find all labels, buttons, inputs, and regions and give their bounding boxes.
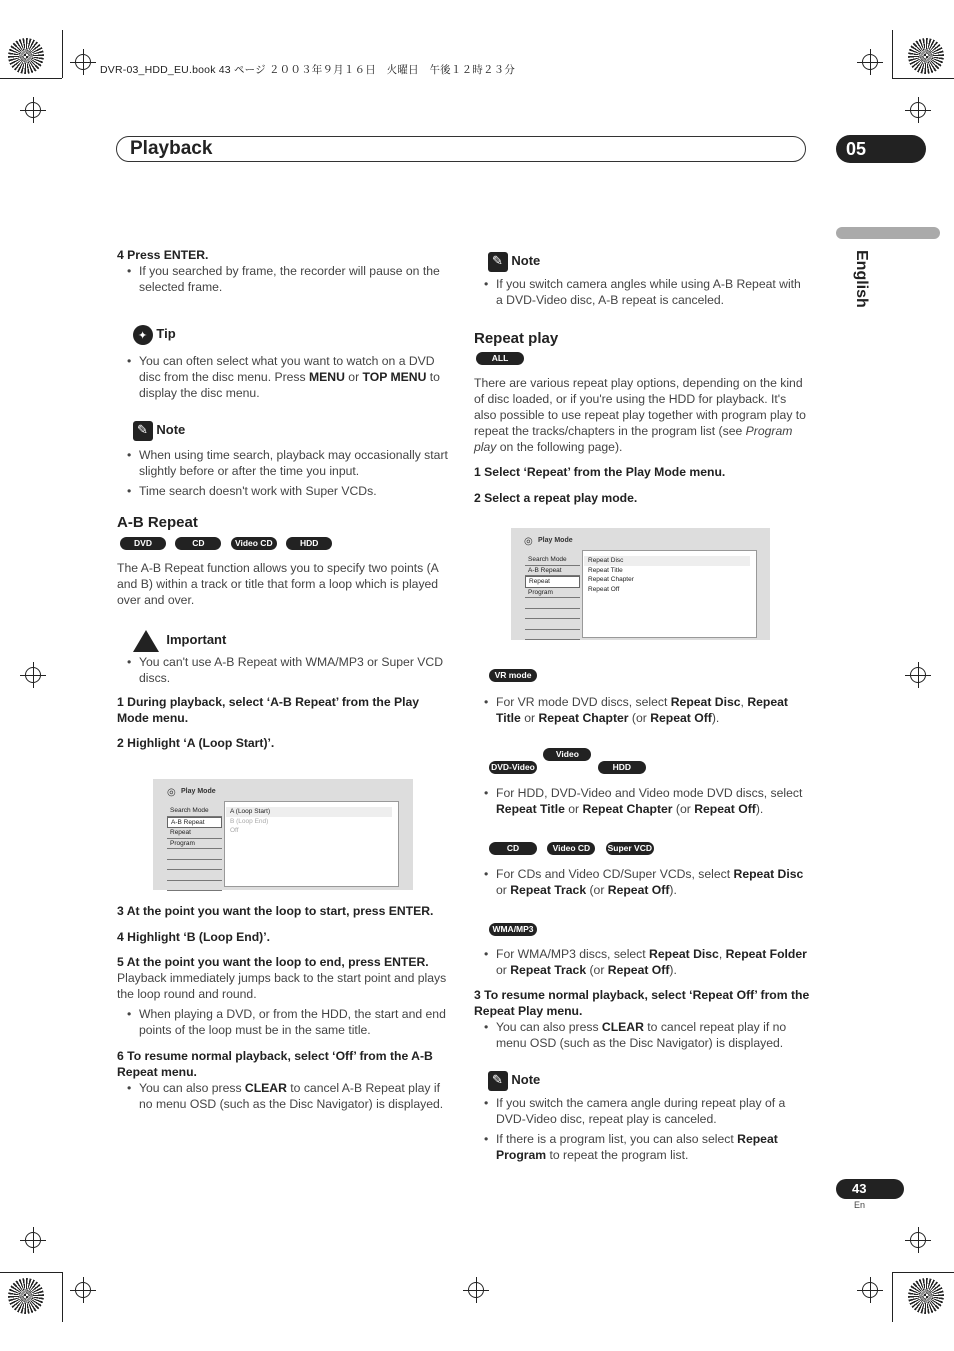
badge-video-mode: Video mode	[543, 748, 591, 761]
note-heading-row	[488, 252, 810, 272]
osd-option: B (Loop End)	[230, 817, 269, 825]
section-title-bar	[116, 136, 806, 162]
badge-hdd: HDD	[598, 761, 646, 774]
step-heading: 5 At the point you want the loop to end, press ENTER.	[117, 955, 429, 969]
bullet: • For HDD, DVD-Video and Video mode DVD discs, select Repeat Title or Repeat Chapter (or Repeat Off).	[474, 785, 810, 817]
osd-menu-item: Repeat	[167, 828, 222, 839]
section-title: Playback	[130, 138, 213, 159]
tip-icon	[133, 325, 153, 345]
osd-option: Off	[230, 827, 239, 834]
bullet: • For WMA/MP3 discs, select Repeat Disc, Repeat Folder or Repeat Track (or Repeat Off).	[474, 946, 810, 978]
note-icon	[488, 252, 508, 272]
step-heading: 2 Select a repeat play mode.	[474, 491, 638, 505]
play-mode-osd-repeat	[511, 528, 770, 640]
page-number: 43	[836, 1179, 904, 1199]
bullet: • For VR mode DVD discs, select Repeat Disc, Repeat Title or Repeat Chapter (or Repeat Off).	[474, 694, 810, 726]
osd-option: Repeat Off	[588, 585, 620, 593]
badge-wma-mp3: WMA/MP3	[489, 923, 537, 936]
note-heading: Note	[511, 1072, 541, 1088]
osd-menu-item: Repeat	[525, 576, 580, 588]
osd-menu-item: Program	[167, 839, 222, 850]
important-heading-row	[133, 630, 451, 652]
badge-all: ALL	[476, 352, 524, 365]
warning-icon	[133, 630, 159, 652]
bullet: • When playing a DVD, or from the HDD, the start and end points of the loop must be in the same title.	[117, 1006, 451, 1038]
page-language: En	[854, 1200, 866, 1210]
step-heading: 1 During playback, select ‘A-B Repeat’ from the Play Mode menu.	[117, 695, 420, 725]
important-heading: Important	[166, 632, 227, 648]
register-wheel-icon	[908, 1278, 944, 1314]
disc-icon: ◎	[167, 787, 176, 798]
osd-menu-item: Search Mode	[525, 555, 580, 566]
osd-menu-list	[525, 555, 580, 640]
right-column	[474, 252, 810, 506]
tip-heading: Tip	[156, 326, 176, 342]
step-text: Playback immediately jumps back to the start point and plays the loop round and round.	[117, 971, 447, 1001]
osd-option-selected: A (Loop Start)	[226, 807, 392, 817]
disc-badges	[489, 748, 810, 774]
step-heading: 1 Select ‘Repeat’ from the Play Mode menu.	[474, 465, 726, 479]
bullet: • When using time search, playback may occasionally start slightly before or after the time you input.	[117, 447, 451, 479]
badge-cd: CD	[489, 842, 537, 855]
ab-repeat-heading: A-B Repeat	[117, 514, 198, 531]
play-mode-osd-ab	[153, 779, 413, 890]
language-tab	[836, 227, 940, 239]
register-wheel-icon	[8, 1278, 44, 1314]
osd-menu-item: A-B Repeat	[525, 566, 580, 577]
left-column	[117, 247, 451, 751]
disc-badges	[120, 534, 451, 550]
tip-heading-row	[133, 325, 451, 345]
disc-icon: ◎	[524, 536, 533, 547]
badge-hdd: HDD	[286, 537, 332, 550]
step-heading: 3 To resume normal playback, select ‘Repeat Off’ from the Repeat Play menu.	[474, 988, 810, 1018]
disc-badges	[489, 920, 810, 936]
step-heading: 3 At the point you want the loop to start, press ENTER.	[117, 904, 434, 918]
note-heading-row	[133, 421, 451, 441]
chapter-number: 05	[836, 135, 926, 163]
note-icon	[133, 421, 153, 441]
bullet: • Time search doesn't work with Super VCDs.	[117, 483, 451, 499]
badge-dvd: DVD	[120, 537, 166, 550]
badge-video-cd: Video CD	[547, 842, 595, 855]
badge-video-cd: Video CD	[231, 537, 277, 550]
badge-super-vcd: Super VCD	[607, 843, 652, 853]
register-wheel-icon	[8, 38, 44, 74]
note-icon	[488, 1071, 508, 1091]
repeat-play-heading: Repeat play	[474, 330, 559, 347]
badge-cd: CD	[175, 537, 221, 550]
bullet: • If you searched by frame, the recorder will pause on the selected frame.	[117, 263, 451, 295]
osd-title: Play Mode	[538, 537, 573, 544]
bullet: • You can also press CLEAR to cancel A-B Repeat play if no menu OSD (such as the Disc Navigator) is displayed.	[117, 1080, 451, 1112]
right-column-lower	[474, 666, 810, 1163]
note-heading: Note	[511, 253, 541, 269]
bullet: • For CDs and Video CD/Super VCDs, select Repeat Disc or Repeat Track (or Repeat Off).	[474, 866, 810, 898]
badge-vr-mode: VR mode	[489, 669, 537, 682]
osd-menu-list	[167, 806, 222, 891]
disc-badges	[476, 349, 810, 365]
bullet: • If you switch the camera angle during repeat play of a DVD-Video disc, repeat play is canceled.	[474, 1095, 810, 1127]
osd-menu-item: Search Mode	[167, 806, 222, 817]
repeat-intro: There are various repeat play options, depending on the kind of disc loaded, or if you're using the HDD for playback. It's also possible to use repeat play together with program play to repeat the tracks/chapters in the program list (see Program play on the following page).	[474, 376, 806, 454]
osd-menu-item: Program	[525, 588, 580, 599]
osd-menu-item: A-B Repeat	[167, 817, 222, 829]
osd-option-list	[584, 556, 750, 594]
note-heading: Note	[156, 422, 186, 438]
file-header: DVR-03_HDD_EU.book 43 ページ ２００３年９月１６日 火曜日 午後１２時２３分	[100, 64, 516, 76]
register-wheel-icon	[908, 38, 944, 74]
step-heading: 4 Press ENTER.	[117, 248, 209, 262]
step-heading: 2 Highlight ‘A (Loop Start)’.	[117, 736, 275, 750]
osd-option: Repeat Chapter	[588, 576, 634, 583]
bullet: • If you switch camera angles while using A-B Repeat with a DVD-Video disc, A-B repeat is canceled.	[474, 276, 810, 308]
badge-dvd-video: DVD-Video	[489, 761, 537, 774]
disc-badges	[489, 666, 810, 682]
step-heading: 4 Highlight ‘B (Loop End)’.	[117, 930, 270, 944]
bullet: • If there is a program list, you can also select Repeat Program to repeat the program list.	[474, 1131, 810, 1163]
bullet: • You can often select what you want to watch on a DVD disc from the disc menu. Press MENU or TOP MENU to display the disc menu.	[117, 353, 451, 401]
disc-badges	[489, 839, 810, 855]
language-label: English	[853, 250, 870, 308]
osd-option-selected: Repeat Disc	[584, 556, 750, 566]
bullet: • You can't use A-B Repeat with WMA/MP3 or Super VCD discs.	[117, 654, 451, 686]
osd-option: Repeat Title	[588, 566, 623, 574]
osd-option-list	[226, 807, 392, 836]
ab-intro: The A-B Repeat function allows you to specify two points (A and B) within a track or title that form a loop which is played over and over.	[117, 561, 439, 607]
bullet: • You can also press CLEAR to cancel repeat play if no menu OSD (such as the Disc Navigator) is displayed.	[474, 1019, 810, 1051]
note-heading-row	[488, 1071, 810, 1091]
osd-title: Play Mode	[181, 788, 216, 795]
left-column-lower	[117, 903, 451, 1112]
step-heading: 6 To resume normal playback, select ‘Off’ from the A-B Repeat menu.	[117, 1049, 433, 1079]
